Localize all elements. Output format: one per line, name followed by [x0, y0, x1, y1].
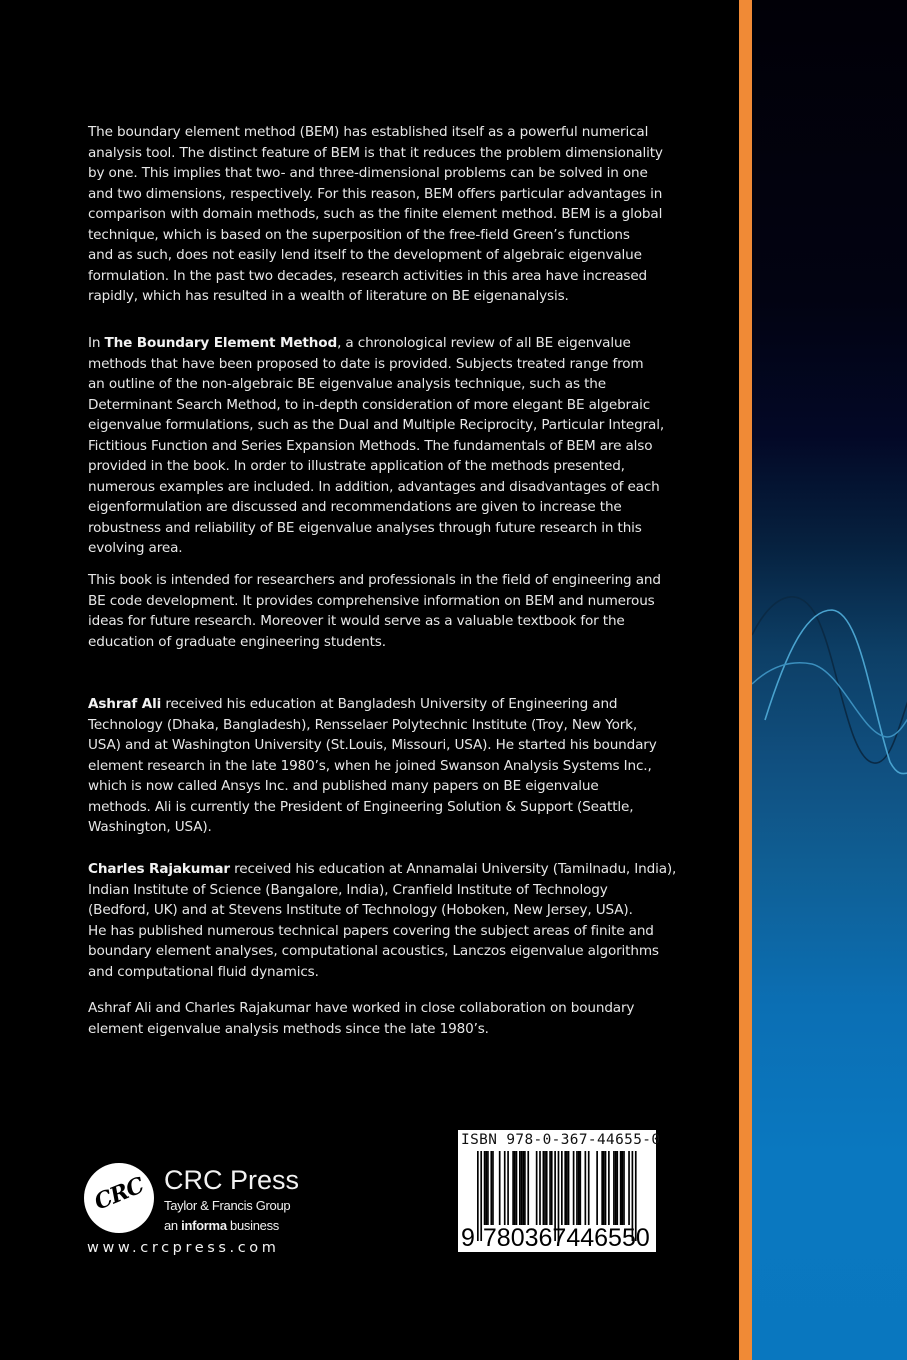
line: element eigenvalue analysis methods since the late 1980’s.	[88, 1020, 489, 1037]
barcode-bar	[499, 1151, 501, 1225]
line: Washington, USA).	[88, 819, 212, 835]
ean-number	[461, 1225, 650, 1251]
line: The boundary element method (BEM) has established itself as a powerful numerical	[88, 124, 649, 140]
line: BE code development. It provides comprehensive information on BEM and numerous	[88, 592, 655, 609]
light-wave-curve-1	[765, 610, 907, 774]
line-rest: received his education at Bangladesh University of Engineering and	[161, 696, 618, 712]
business-prefix: an	[164, 1218, 182, 1233]
line: and computational fluid dynamics.	[88, 963, 319, 980]
barcode-bar	[603, 1151, 605, 1225]
wave-curves-decoration	[752, 0, 907, 1360]
ean-digits: 780367446550	[482, 1224, 650, 1252]
crc-logo-text: CRC	[90, 1172, 148, 1216]
line: eigenvalue formulations, such as the Dual and Multiple Reciprocity, Particular Integral,	[88, 417, 665, 433]
line: This book is intended for researchers and professionals in the field of engineering and	[88, 572, 661, 588]
line-rest: , a chronological review of all BE eigenvalue	[337, 335, 631, 351]
line: numerous examples are included. In addition, advantages and disadvantages of each	[88, 478, 660, 495]
line: USA) and at Washington University (St.Louis, Missouri, USA). He started his boundary	[88, 737, 657, 753]
line: Determinant Search Method, to in-depth consideration of more elegant BE algebraic	[88, 396, 651, 413]
barcode-bar	[549, 1151, 551, 1225]
barcode-bar	[539, 1151, 541, 1225]
publisher-url: www.crcpress.com	[87, 1240, 280, 1256]
barcode-bar	[544, 1151, 546, 1225]
barcode-bar	[551, 1151, 553, 1225]
line: by one. This implies that two- and three-dimensional problems can be solved in one	[88, 165, 648, 181]
line: (Bedford, UK) and at Stevens Institute of Technology (Hoboken, New Jersey, USA).	[88, 902, 633, 918]
line: technique, which is based on the superposition of the free-field Green’s functions	[88, 226, 630, 243]
barcode-bar	[566, 1151, 568, 1225]
barcode-bar	[568, 1151, 570, 1225]
line: an outline of the non-algebraic BE eigenvalue analysis technique, such as the	[88, 376, 606, 392]
crc-logo-icon	[84, 1163, 154, 1233]
line: which is now called Ansys Inc. and published many papers on BE eigenvalue	[88, 778, 599, 794]
line: Fictitious Function and Series Expansion Methods. The fundamentals of BEM are also	[88, 437, 653, 454]
informa-brand: informa	[181, 1218, 227, 1233]
line: Indian Institute of Science (Bangalore, India), Cranfield Institute of Technology	[88, 881, 608, 898]
barcode-bar	[579, 1151, 581, 1225]
line: robustness and reliability of BE eigenvalue analyses through future research in this	[88, 519, 642, 536]
publisher-name: CRC Press	[164, 1165, 300, 1195]
barcode-bar	[536, 1151, 538, 1225]
audience-paragraph	[88, 570, 708, 652]
barcode-bar	[561, 1151, 563, 1225]
publisher-group: Taylor & Francis Group	[164, 1198, 291, 1213]
line: comparison with domain methods, such as the finite element method. BEM is a global	[88, 206, 663, 222]
book-title: The Boundary Element Method	[104, 335, 338, 351]
barcode-bar	[514, 1151, 516, 1225]
barcode-bar	[573, 1151, 575, 1225]
barcode-bar	[490, 1151, 492, 1225]
barcode-bar	[543, 1151, 545, 1225]
author-name: Charles Rajakumar	[88, 861, 230, 877]
ean-first-digit: 9	[461, 1224, 475, 1252]
business-suffix: business	[226, 1218, 279, 1233]
line: ideas for future research. Moreover it would serve as a valuable textbook for the	[88, 613, 625, 629]
barcode-bar	[524, 1151, 526, 1225]
barcode-bar	[615, 1151, 617, 1225]
barcode-bar	[504, 1151, 506, 1225]
barcode-bar	[578, 1151, 580, 1225]
publisher-logo-block	[84, 1163, 324, 1263]
barcode-bar	[613, 1151, 615, 1225]
line: He has published numerous technical papers covering the subject areas of finite and	[88, 922, 654, 939]
description-paragraph-2	[88, 333, 708, 559]
barcode-bar	[605, 1151, 607, 1225]
line: provided in the book. In order to illustrate application of the methods presented,	[88, 458, 625, 474]
barcode-bar	[608, 1151, 610, 1225]
barcode-bar	[507, 1151, 509, 1225]
line: methods. Ali is currently the President of Engineering Solution & Support (Seattle,	[88, 798, 634, 815]
barcode-bar	[585, 1151, 587, 1225]
line: analysis tool. The distinct feature of BEM is that it reduces the problem dimensionality	[88, 144, 663, 161]
barcode-bar	[564, 1151, 566, 1225]
barcode-bar	[527, 1151, 529, 1225]
description-paragraph-1	[88, 122, 708, 307]
line: education of graduate engineering students.	[88, 633, 386, 650]
line: and as such, does not easily lend itself to the development of algebraic eigenvalue	[88, 247, 642, 263]
barcode-bar	[588, 1151, 590, 1225]
barcode-bar	[522, 1151, 524, 1225]
line: methods that have been proposed to date is provided. Subjects treated range from	[88, 355, 644, 372]
light-wave-curve-2	[752, 663, 907, 737]
barcode-bar	[601, 1151, 603, 1225]
line	[88, 694, 708, 715]
barcode-bar	[596, 1151, 598, 1225]
publisher-business-line	[164, 1218, 279, 1233]
line: formulation. In the past two decades, research activities in this area have increased	[88, 267, 648, 284]
orange-accent-stripe	[739, 0, 752, 1360]
barcode-bar	[484, 1151, 486, 1225]
line: element research in the late 1980’s, when he joined Swanson Analysis Systems Inc.,	[88, 757, 652, 774]
line: evolving area.	[88, 540, 183, 556]
barcode-bar	[616, 1151, 618, 1225]
author-name: Ashraf Ali	[88, 696, 162, 712]
barcode-bar	[487, 1151, 489, 1225]
barcode-bar	[521, 1151, 523, 1225]
barcode-bar	[576, 1151, 578, 1225]
barcode-bar	[519, 1151, 521, 1225]
author-bio-charles-rajakumar	[88, 859, 708, 982]
barcode-bar	[492, 1151, 494, 1225]
isbn-barcode	[458, 1130, 661, 1252]
line: eigenformulation are discussed and recommendations are given to increase the	[88, 499, 622, 515]
line: Ashraf Ali and Charles Rajakumar have worked in close collaboration on boundary	[88, 1000, 635, 1016]
barcode-bar	[485, 1151, 487, 1225]
barcode-bar	[512, 1151, 514, 1225]
line	[88, 333, 708, 354]
isbn-label: ISBN 978-0-367-44655-0	[461, 1132, 661, 1148]
barcode-bar	[621, 1151, 623, 1225]
line: boundary element analyses, computational acoustics, Lanczos eigenvalue algorithms	[88, 943, 659, 959]
barcode-bar	[620, 1151, 622, 1225]
line: and two dimensions, respectively. For this reason, BEM offers particular advantages in	[88, 185, 663, 202]
barcode-bar	[628, 1151, 630, 1225]
blue-gradient-panel	[752, 0, 907, 1360]
barcode-bar	[623, 1151, 625, 1225]
author-bio-ashraf-ali	[88, 694, 708, 838]
line	[88, 859, 708, 880]
lead-text: In	[88, 335, 105, 351]
line-rest: received his education at Annamalai University (Tamilnadu, India),	[229, 861, 677, 877]
line: Technology (Dhaka, Bangladesh), Rensselaer Polytechnic Institute (Troy, New York,	[88, 716, 638, 733]
collaboration-paragraph	[88, 998, 708, 1039]
barcode-bar	[546, 1151, 548, 1225]
line: rapidly, which has resulted in a wealth of literature on BE eigenanalysis.	[88, 288, 569, 304]
barcode-bar	[516, 1151, 518, 1225]
